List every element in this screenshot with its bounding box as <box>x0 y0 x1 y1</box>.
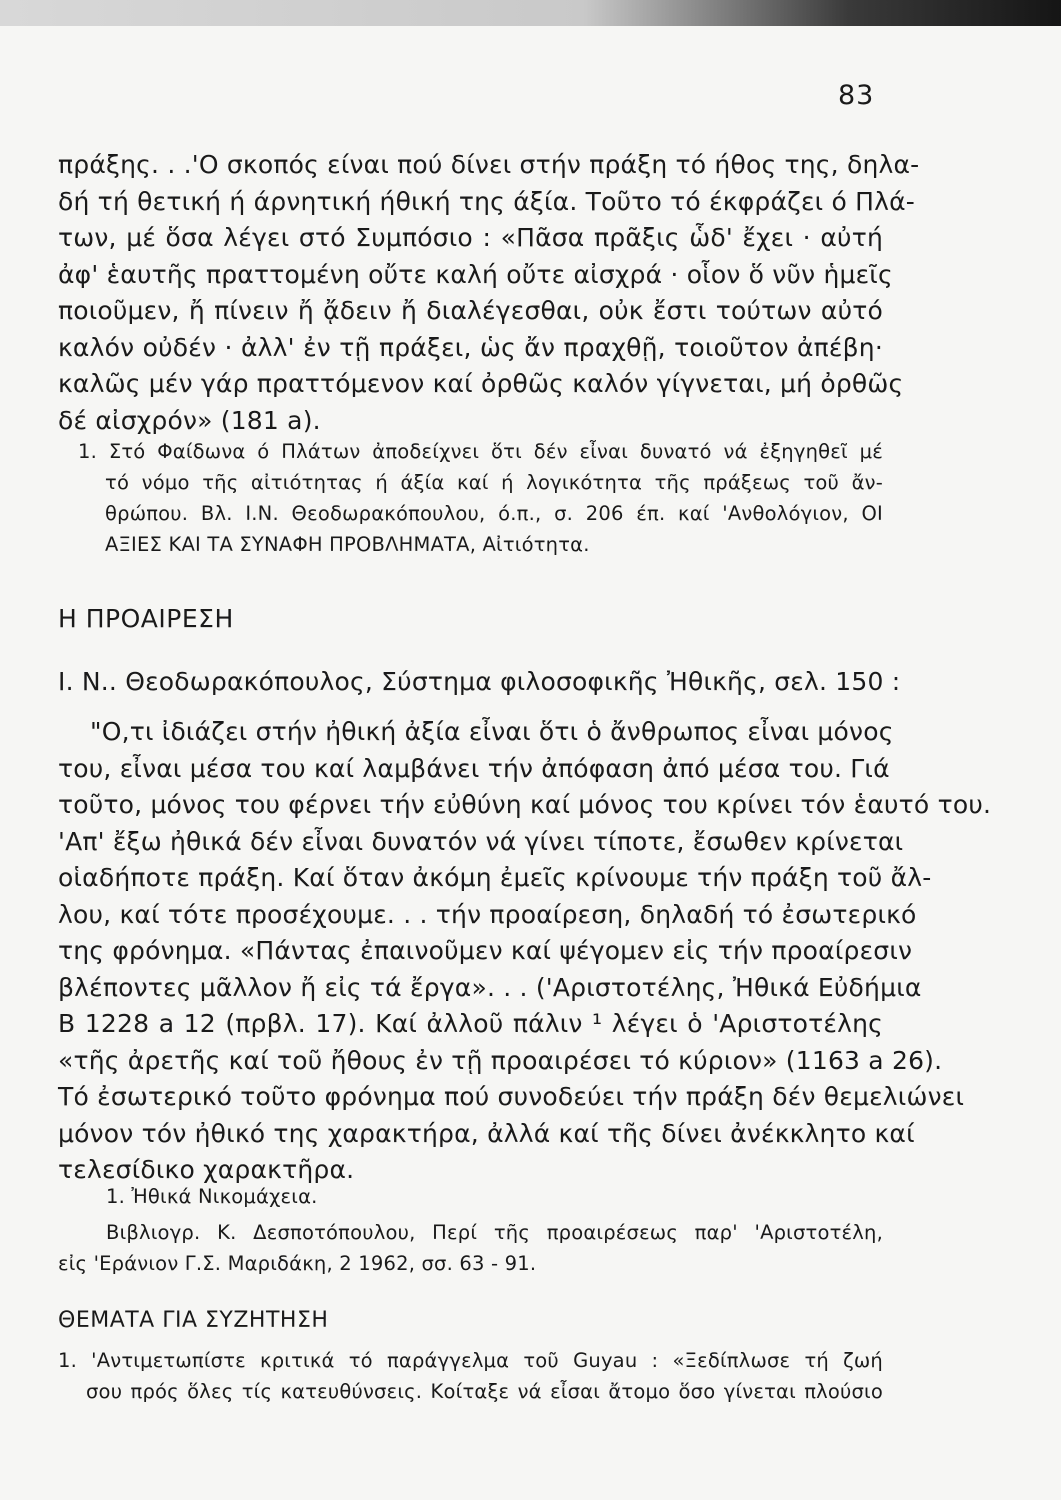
topic-line: σου πρός ὅλες τίς κατευθύνσεις. Κοίταξε νά εἶσαι ἄτομο ὅσο γίνεται πλούσιο <box>86 1380 883 1403</box>
bibliography-line: Βιβλιογρ. Κ. Δεσποτόπουλου, Περί τῆς προαιρέσεως παρ' 'Αριστοτέλη, <box>106 1221 883 1244</box>
text-line: πράξης. . .'Ο σκοπός είναι πού δίνει στήν πράξη τό ήθος της, δηλα- <box>58 150 920 179</box>
footnote-line: τό νόμο τῆς αἰτιότητας ή άξία καί ή λογικότητα τῆς πράξεως τοῦ ἄν- <box>105 471 883 494</box>
source-citation <box>58 664 901 701</box>
paragraph-plato <box>58 147 920 439</box>
text-line: μόνον τόν ἠθικό της χαρακτήρα, ἀλλά καί τῆς δίνει ἀνέκκλητο καί <box>58 1118 915 1148</box>
text-line: "Ο,τι ἰδιάζει στήν ἠθική ἀξία εἶναι ὅτι ὁ ἄνθρωπος εἶναι μόνος <box>90 717 894 746</box>
text-line: καλῶς μέν γάρ πραττόμενον καί ὀρθῶς καλόν γίγνεται, μή ὀρθῶς <box>58 369 904 398</box>
page-number: 83 <box>838 80 875 111</box>
footnote-line: 1. Στό Φαίδωνα ό Πλάτων ἀποδείχνει ὅτι δέν εἶναι δυνατό νά ἐξηγηθεῖ μέ <box>78 440 883 463</box>
section-heading-topics <box>58 1303 883 1340</box>
text-line: τοῦτο, μόνος του φέρνει τήν εὐθύνη καί μόνος του κρίνει τόν ἑαυτό του. <box>58 790 992 819</box>
footnote-phaedo <box>58 436 883 560</box>
section-heading: Η ΠΡΟΑΙΡΕΣΗ <box>58 604 234 633</box>
scan-top-edge <box>0 0 1061 26</box>
text-line: 'Απ' ἔξω ἠθικά δέν εἶναι δυνατόν νά γίνει τίποτε, ἔσωθεν κρίνεται <box>58 826 904 856</box>
text-line: καλόν οὐδέν · ἀλλ' ἐν τῇ πράξει, ὡς ἄν πραχθῇ, τοιοῦτον ἀπέβη· <box>58 332 883 362</box>
bibliography <box>58 1217 883 1279</box>
footnote-line: θρώπου. Βλ. Ι.Ν. Θεοδωρακόπουλου, ό.π., σ. 206 έπ. καί 'Ανθολόγιον, ΟΙ <box>105 502 883 525</box>
footnote-line: ΑΞΙΕΣ ΚΑΙ ΤΑ ΣΥΝΑΦΗ ΠΡΟΒΛΗΜΑΤΑ, Αἰτιότητα. <box>105 533 590 556</box>
text-line: βλέποντες μᾶλλον ἤ εἰς τά ἔργα». . . ('Αριστοτέλης, Ἠθικά Εὐδήμια <box>58 972 922 1002</box>
text-line: του, εἶναι μέσα του καί λαμβάνει τήν ἀπόφαση ἀπό μέσα του. Γιά <box>58 753 890 783</box>
topic-line: 1. 'Αντιμετωπίστε κριτικά τό παράγγελμα τοῦ Guyau : «Ξεδίπλωσε τή ζωή <box>58 1349 883 1372</box>
text-line: δή τή θετική ή άρνητική ήθική της άξία. Τοῦτο τό έκφράζει ό Πλά- <box>58 186 916 216</box>
text-line: δέ αἰσχρόν» (181 a). <box>58 405 321 435</box>
text-line: οἱαδήποτε πράξη. Καί ὅταν ἀκόμη ἐμεῖς κρίνουμε τήν πράξη τοῦ ἄλ- <box>58 863 932 892</box>
section-heading-proairesi <box>58 601 883 638</box>
text-line: ποιοῦμεν, ἤ πίνειν ἤ ᾄδειν ἤ διαλέγεσθαι, οὐκ ἔστι τούτων αὐτό <box>58 296 883 325</box>
text-line: «τῆς ἀρετῆς καί τοῦ ἤθους ἐν τῇ προαιρέσει τό κύριον» (1163 a 26). <box>58 1045 943 1075</box>
text-line: Τό ἐσωτερικό τοῦτο φρόνημα πού συνοδεύει τήν πράξη δέν θεμελιώνει <box>58 1082 965 1111</box>
discussion-topic-1 <box>58 1345 883 1407</box>
text-line: ἀφ' ἑαυτῆς πραττομένη οὔτε καλή οὔτε αἰσχρά · οἷον ὅ νῦν ἡμεῖς <box>58 259 893 289</box>
footnote-nicomachean <box>58 1181 883 1212</box>
source-line: Ι. Ν.. Θεοδωρακόπουλος, Σύστημα φιλοσοφικῆς Ἠθικῆς, σελ. 150 : <box>58 667 901 696</box>
text-line: λου, καί τότε προσέχουμε. . . τήν προαίρεση, δηλαδή τό ἐσωτερικό <box>58 899 917 929</box>
bibliography-line: εἰς 'Εράνιον Γ.Σ. Μαριδάκη, 2 1962, σσ. 63 - 91. <box>58 1252 537 1275</box>
footnote-line: 1. Ἠθικά Νικομάχεια. <box>106 1185 318 1208</box>
text-line: των, μέ ὅσα λέγει στό Συμπόσιο : «Πᾶσα πρᾶξις ὧδ' ἔχει · αὐτή <box>58 223 883 252</box>
text-line: Β 1228 a 12 (πρβλ. 17). Καί ἀλλοῦ πάλιν ¹ λέγει ὁ 'Αριστοτέλης <box>58 1009 883 1038</box>
text-line: της φρόνημα. «Πάντας ἐπαινοῦμεν καί ψέγομεν εἰς τήν προαίρεσιν <box>58 936 913 965</box>
section-heading: ΘΕΜΑΤΑ ΓΙΑ ΣΥΖΗΤΗΣΗ <box>58 1308 329 1333</box>
text-line: τελεσίδικο χαρακτῆρα. <box>58 1155 355 1184</box>
paragraph-theodorakopoulos <box>58 714 992 1189</box>
